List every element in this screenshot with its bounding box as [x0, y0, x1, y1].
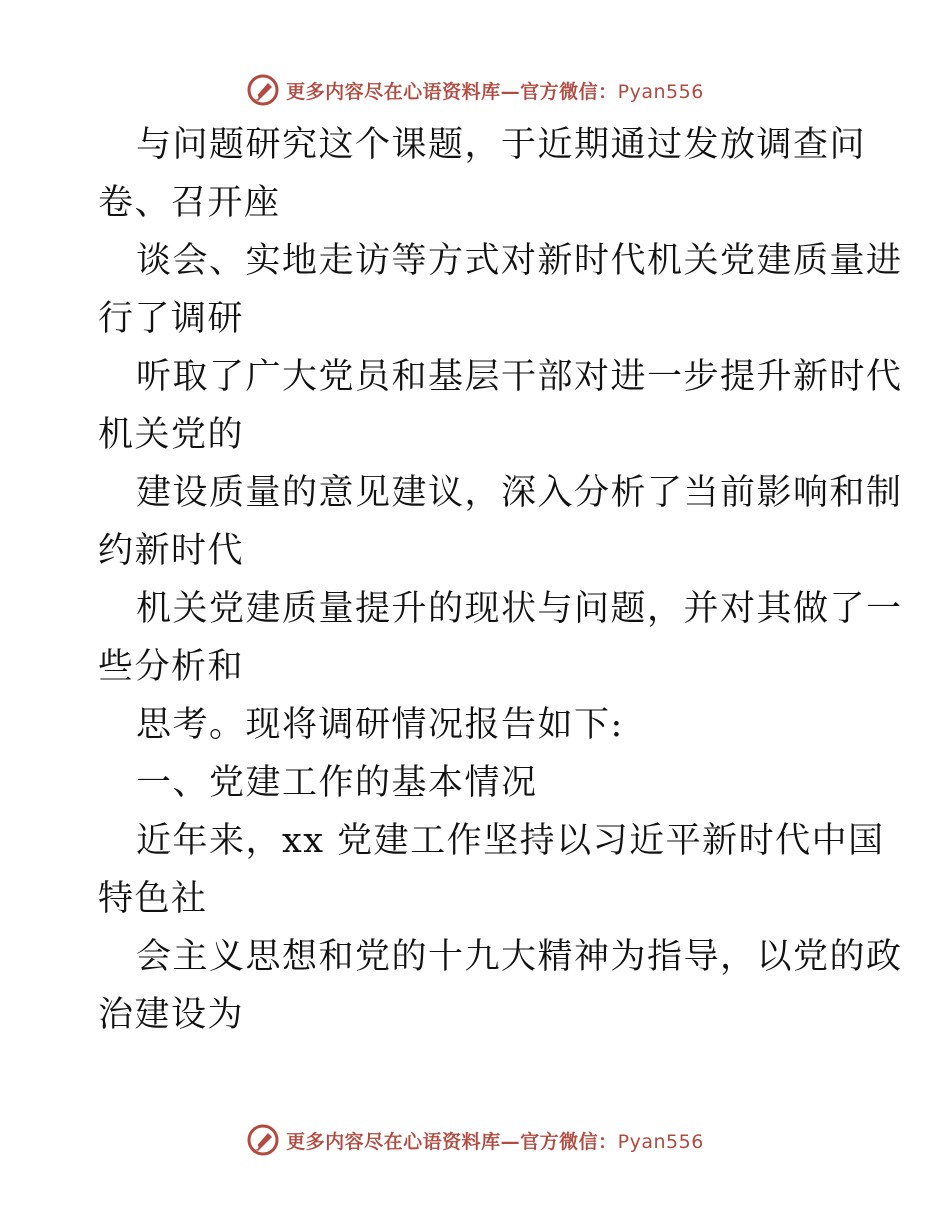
header-banner-text: 更多内容尽在心语资料库—官方微信：Pyan556	[286, 80, 704, 103]
document-body	[98, 116, 903, 1044]
text-line: 谈会、实地走访等方式对新时代机关党建质量进	[136, 241, 903, 281]
text-line: 建设质量的意见建议，深入分析了当前影响和制	[136, 473, 903, 513]
text-line: 卷、召开座	[98, 183, 281, 223]
text-line: 思考。现将调研情况报告如下:	[136, 705, 624, 745]
footer-banner-inner	[246, 1123, 704, 1157]
text-line: 行了调研	[98, 299, 245, 339]
text-line: 听取了广大党员和基层干部对进一步提升新时代	[136, 357, 903, 397]
text-line: 近年来，xx 党建工作坚持以习近平新时代中国	[136, 821, 885, 861]
header-banner-inner	[246, 73, 704, 107]
footer-banner	[0, 1120, 950, 1160]
text-line: 特色社	[98, 879, 208, 919]
text-line: 一、党建工作的基本情况	[136, 763, 538, 803]
pen-nib-icon	[246, 1123, 280, 1157]
header-banner	[0, 70, 950, 110]
pen-nib-icon	[246, 73, 280, 107]
footer-wechat-id: Pyan556	[617, 1130, 704, 1153]
text-line: 与问题研究这个课题，于近期通过发放调查问	[136, 125, 867, 165]
text-line: 机关党的	[98, 415, 245, 455]
text-line: 约新时代	[98, 531, 245, 571]
footer-banner-text: 更多内容尽在心语资料库—官方微信：Pyan556	[286, 1130, 704, 1153]
text-line: 机关党建质量提升的现状与问题，并对其做了一	[136, 589, 903, 629]
text-line: 会主义思想和党的十九大精神为指导，以党的政	[136, 937, 903, 977]
text-line: 些分析和	[98, 647, 245, 687]
text-line: 治建设为	[98, 995, 245, 1035]
header-wechat-id: Pyan556	[617, 80, 704, 103]
